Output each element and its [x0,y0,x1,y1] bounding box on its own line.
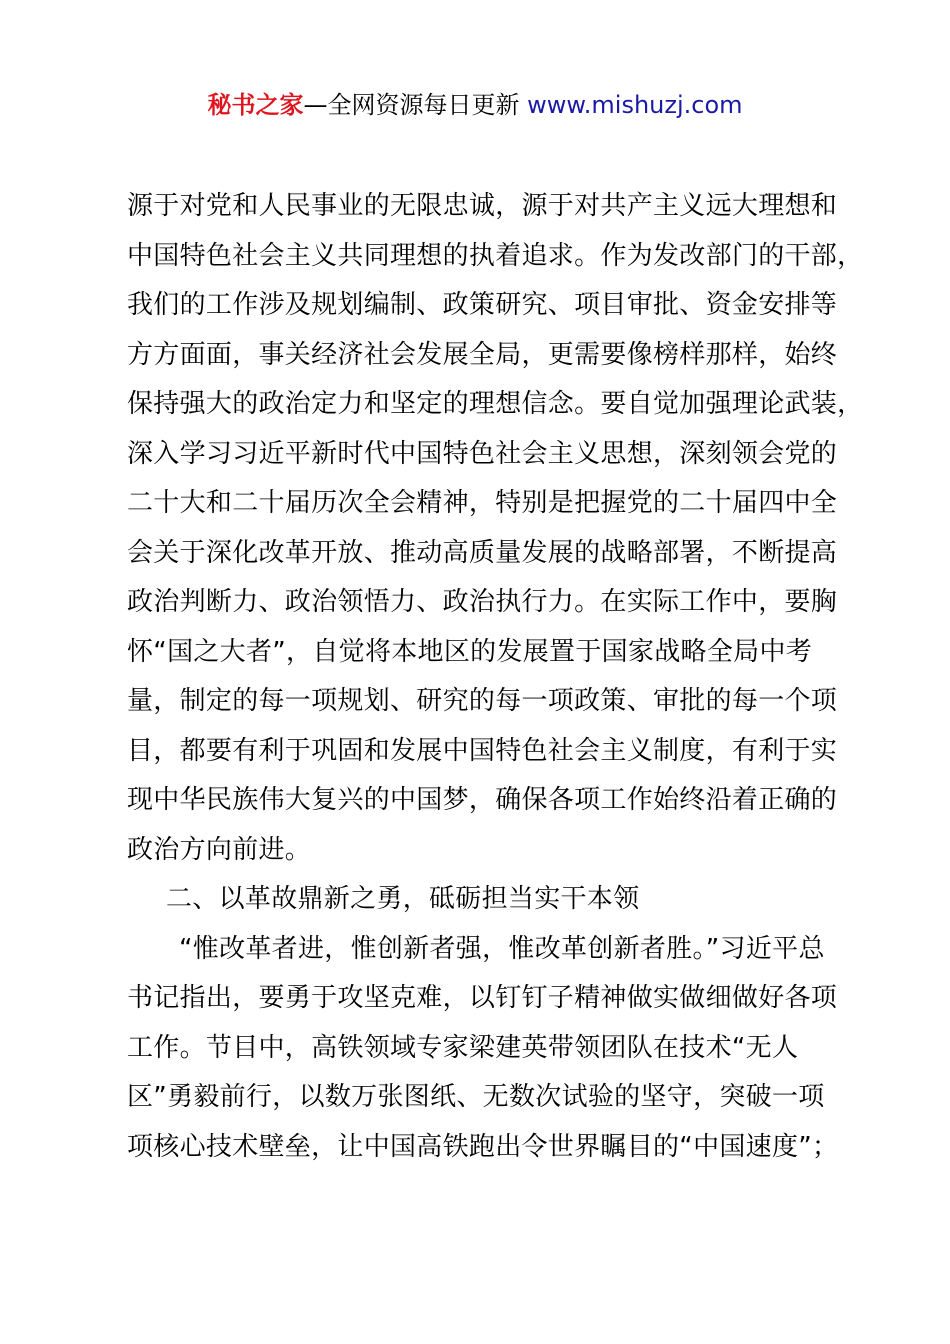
text-line: 书记指出，要勇于攻坚克难，以钉钉子精神做实做细做好各项 [127,983,838,1013]
paragraph-2 [127,925,842,1173]
page-header [0,88,950,122]
paragraph-1 [127,182,864,875]
text-line: 源于对党和人民事业的无限忠诚，源于对共产主义远大理想和 [127,191,838,221]
text-line: 中国特色社会主义共同理想的执着追求。作为发改部门的干部， [127,240,864,271]
text-line: 量，制定的每一项规划、研究的每一项政策、审批的每一个项 [127,686,838,716]
text-line: 政治判断力、政治领悟力、政治执行力。在实际工作中，要胸 [127,587,838,617]
text-line: “惟改革者进，惟创新者强，惟改革创新者胜。”习近平总 [179,933,825,964]
section-heading: 二、以革故鼎新之勇，砥砺担当实干本领 [166,884,640,914]
text-line: 政治方向前进。 [127,834,312,865]
text-line: 方方面面，事关经济社会发展全局，更需要像榜样那样，始终 [127,339,838,370]
document-body [127,182,864,1172]
text-line: 工作。节目中，高铁领域专家梁建英带领团队在技术“无人 [127,1032,799,1063]
text-line: 深入学习习近平新时代中国特色社会主义思想，深刻领会党的 [127,438,838,469]
text-line: 项核心技术壁垒，让中国高铁跑出令世界瞩目的“中国速度”； [127,1131,839,1162]
text-line: 怀“国之大者”，自觉将本地区的发展置于国家战略全局中考 [127,636,813,667]
text-line: 目，都要有利于巩固和发展中国特色社会主义制度，有利于实 [127,735,838,766]
site-url-link[interactable]: www.mishuzj.com [527,91,743,119]
brand-name: 秘书之家 [207,91,304,119]
header-slogan: —全网资源每日更新 [303,91,528,119]
text-line: 二十大和二十届历次全会精神，特别是把握党的二十届四中全 [127,488,838,518]
text-line: 现中华民族伟大复兴的中国梦，确保各项工作始终沿着正确的 [127,785,838,815]
text-line: 区”勇毅前行，以数万张图纸、无数次试验的坚守，突破一项 [127,1082,825,1112]
text-line: 保持强大的政治定力和坚定的理想信念。要自觉加强理论武装， [127,389,864,419]
text-line: 我们的工作涉及规划编制、政策研究、项目审批、资金安排等 [127,290,838,320]
text-line: 会关于深化改革开放、推动高质量发展的战略部署，不断提高 [127,537,838,568]
